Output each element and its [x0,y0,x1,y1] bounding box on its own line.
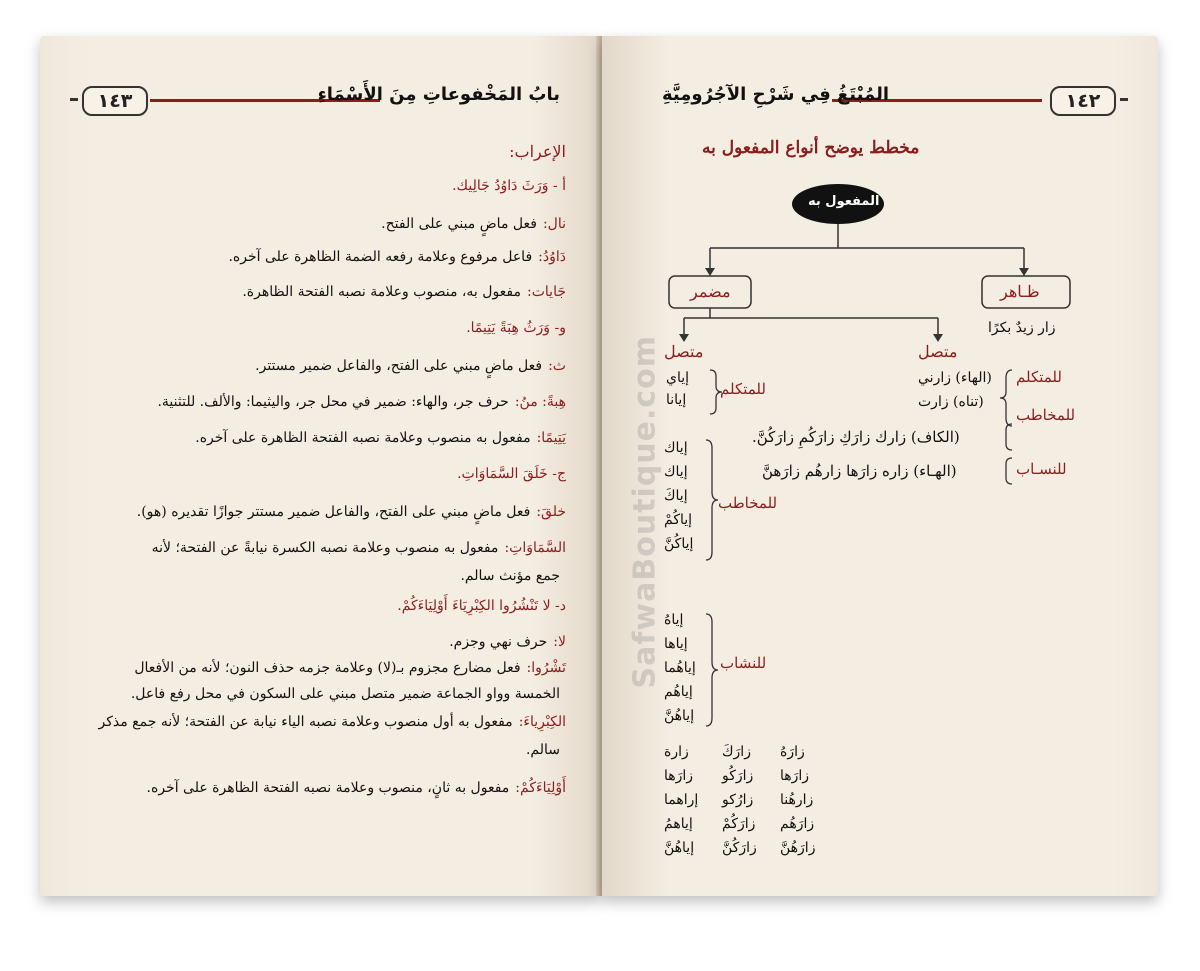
irab-term: أ - وَرَثَ دَاوُدُ جَالِيك. [452,178,566,194]
table-cell: زارُكو [722,792,754,808]
irab-explanation: مفعول به ثانٍ، منصوب وعلامة نصبه الفتحة الظاهرة على آخره. [146,780,510,796]
irab-explanation: حرف نهي وجزم. [449,634,548,650]
irab-term: تَشْرُوا: [526,660,566,676]
irab-line [228,249,566,265]
irab-line [451,466,566,482]
irab-explanation: فاعل مرفوع وعلامة رفعه الضمة الظاهرة على آخره. [228,249,533,265]
irab-line [98,714,566,730]
table-cell: زارَكُمْ [722,816,756,832]
attached-mukhatab-label: للمخاطب [1016,406,1076,424]
table-cell: زارة [664,744,689,760]
irab-line [242,284,566,300]
detached-pronoun: إياهُما [664,660,696,676]
page-number: ١٤٣ [82,86,148,116]
detached-pronoun: إياكُمْ [664,512,693,528]
detached-pronoun: إياي [666,370,690,386]
irab-term: ج- خَلَقَ السَّمَاوَاتِ. [457,466,566,482]
table-cell: زارَكَ [722,744,751,760]
irab-line [157,394,566,410]
irab-line [449,634,566,650]
page-header-title: بابُ المَخْفوعاتِ مِنَ الأَسْمَاءِ [317,84,560,105]
irab-explanation: مفعول به أول منصوب وعلامة نصبه الياء نيابة عن الفتحة؛ لأنه جمع مذكر [98,714,513,730]
irab-explanation: مفعول به منصوب وعلامة نصبه الكسرة نيابةً عن الفتحة؛ لأنه [151,540,499,556]
attached-mutakallim-line: (تناه) زارت [918,394,984,410]
attached-mukhatab-line: (الكاف) زارك زارَكِ زارَكُمِ زارَكُنَّ. [752,428,960,446]
zahir-example: زار زيدٌ بكرًا [988,320,1056,336]
irab-term: نال: [542,216,566,232]
open-book [40,36,1158,906]
irab-term: أَوْلِيَاءَكُمْ: [515,780,566,796]
detached-pronoun: إياهُ [664,612,684,628]
table-cell: زارهُنا [780,792,814,808]
irab-line [446,178,566,194]
irab-term: هِبةً: منُ: [514,394,566,410]
irab-term: الكِبْرِياءَ: [518,714,566,730]
irab-term: ث: [548,358,566,374]
irab-line [137,504,566,520]
irab-line [255,358,566,374]
irab-line [147,780,566,796]
section-heading: الإعراب: [509,142,566,161]
diagram-title: مخطط يوضح أنواع المفعول به [702,138,920,158]
irab-term: خلقَ: [536,504,566,520]
irab-term: السَّمَاوَاتِ: [504,540,566,556]
irab-explanation: الخمسة وواو الجماعة ضمير متصل مبني على السكون في محل رفع فاعل. [130,686,560,702]
right-page [602,36,1158,896]
page-number: ١٤٢ [1050,86,1116,116]
irab-term: لا: [553,634,566,650]
table-cell: زارَهُم [780,816,815,832]
irab-explanation: مفعول به منصوب وعلامة نصبه الفتحة الظاهرة على آخره. [195,430,531,446]
detached-pronoun: إياها [664,636,688,652]
mudmar-label: مضمر [690,282,731,301]
detached-heading: متصل [664,342,704,361]
attached-ghaib-label: للنسـاب [1016,460,1067,478]
irab-explanation: حرف جر، والهاء: ضمير في محل جر، واليثيما: والألف. للتثنية. [157,394,509,410]
irab-line [460,320,566,336]
header-dash [70,98,78,101]
irab-term: جَايات: [527,284,566,300]
left-page-header [70,84,570,118]
irab-line [131,686,566,702]
detached-mutakallim-label: للمتكلم [720,380,766,398]
irab-explanation: جمع مؤنث سالم. [460,568,560,584]
irab-line [391,598,566,614]
page-header-title: المُبْتَغُ فِي شَرْحِ الآجُرُومِيَّةِ [662,84,889,105]
detached-mukhatab-label: للمخاطب [718,494,778,512]
attached-mutakallim-line: (الهاء) زارني [918,370,992,386]
irab-term: دَاوُدُ: [538,249,566,265]
table-cell: إياهمُ [664,816,693,832]
irab-explanation: فعل مضارع مجزوم بـ(لا) وعلامة جزمه حذف النون؛ لأنه من الأفعال [134,660,521,676]
detached-pronoun: إيانا [666,392,687,408]
irab-line [526,742,566,758]
detached-ghaib-label: للنشاب [720,654,767,672]
detached-pronoun: إياك [664,464,688,480]
detached-pronoun: إياهُنَّ [664,708,695,724]
table-cell: زارَكُو [722,768,754,784]
irab-explanation: فعل ماضٍ مبني على الفتح، والفاعل ضمير مستتر جوازًا تقديره (هو). [136,504,531,520]
table-cell: إراهما [664,792,699,808]
irab-term: د- لا تَنْشُرُوا الكِبْرِيَاءَ أَوْلِيَاءَكُمْ. [397,598,566,614]
irab-term: و- وَرَثُ هِبَةً يَتِيمًا. [466,320,566,336]
irab-explanation: فعل ماضٍ مبني على الفتح. [381,216,537,232]
irab-explanation: فعل ماضٍ مبني على الفتح، والفاعل ضمير مستتر. [255,358,543,374]
irab-explanation: سالم. [525,742,560,758]
detached-pronoun: إياكَ [664,488,688,504]
irab-line [152,540,566,556]
irab-line [381,216,566,232]
watermark: SafwaBoutique.com [627,334,663,689]
irab-line [195,430,566,446]
zahir-label: ظـاهر [1000,282,1040,301]
table-cell: زارَهُ [780,744,805,760]
irab-line [460,568,566,584]
table-cell: إياهُنَّ [664,840,695,856]
detached-pronoun: إياهُم [664,684,693,700]
detached-pronoun: إياكُنَّ [664,536,694,552]
table-cell: زارَها [780,768,810,784]
table-cell: زارَهُنَّ [780,840,816,856]
table-cell: زارَها [664,768,694,784]
attached-heading: متصل [918,342,958,361]
irab-term: يَتِيمًا: [536,430,566,446]
root-node-label: المفعول به [808,194,880,209]
table-cell: زارَكُنَّ [722,840,757,856]
irab-line [134,660,566,676]
detached-pronoun: إياك [664,440,688,456]
attached-mutakallim-label: للمتكلم [1016,368,1062,386]
left-page [40,36,600,896]
irab-explanation: مفعول به، منصوب وعلامة نصبه الفتحة الظاهرة. [242,284,522,300]
attached-ghaib-line: (الهـاء) زاره زارَها زارهُم زارَهنَّ [762,462,957,480]
